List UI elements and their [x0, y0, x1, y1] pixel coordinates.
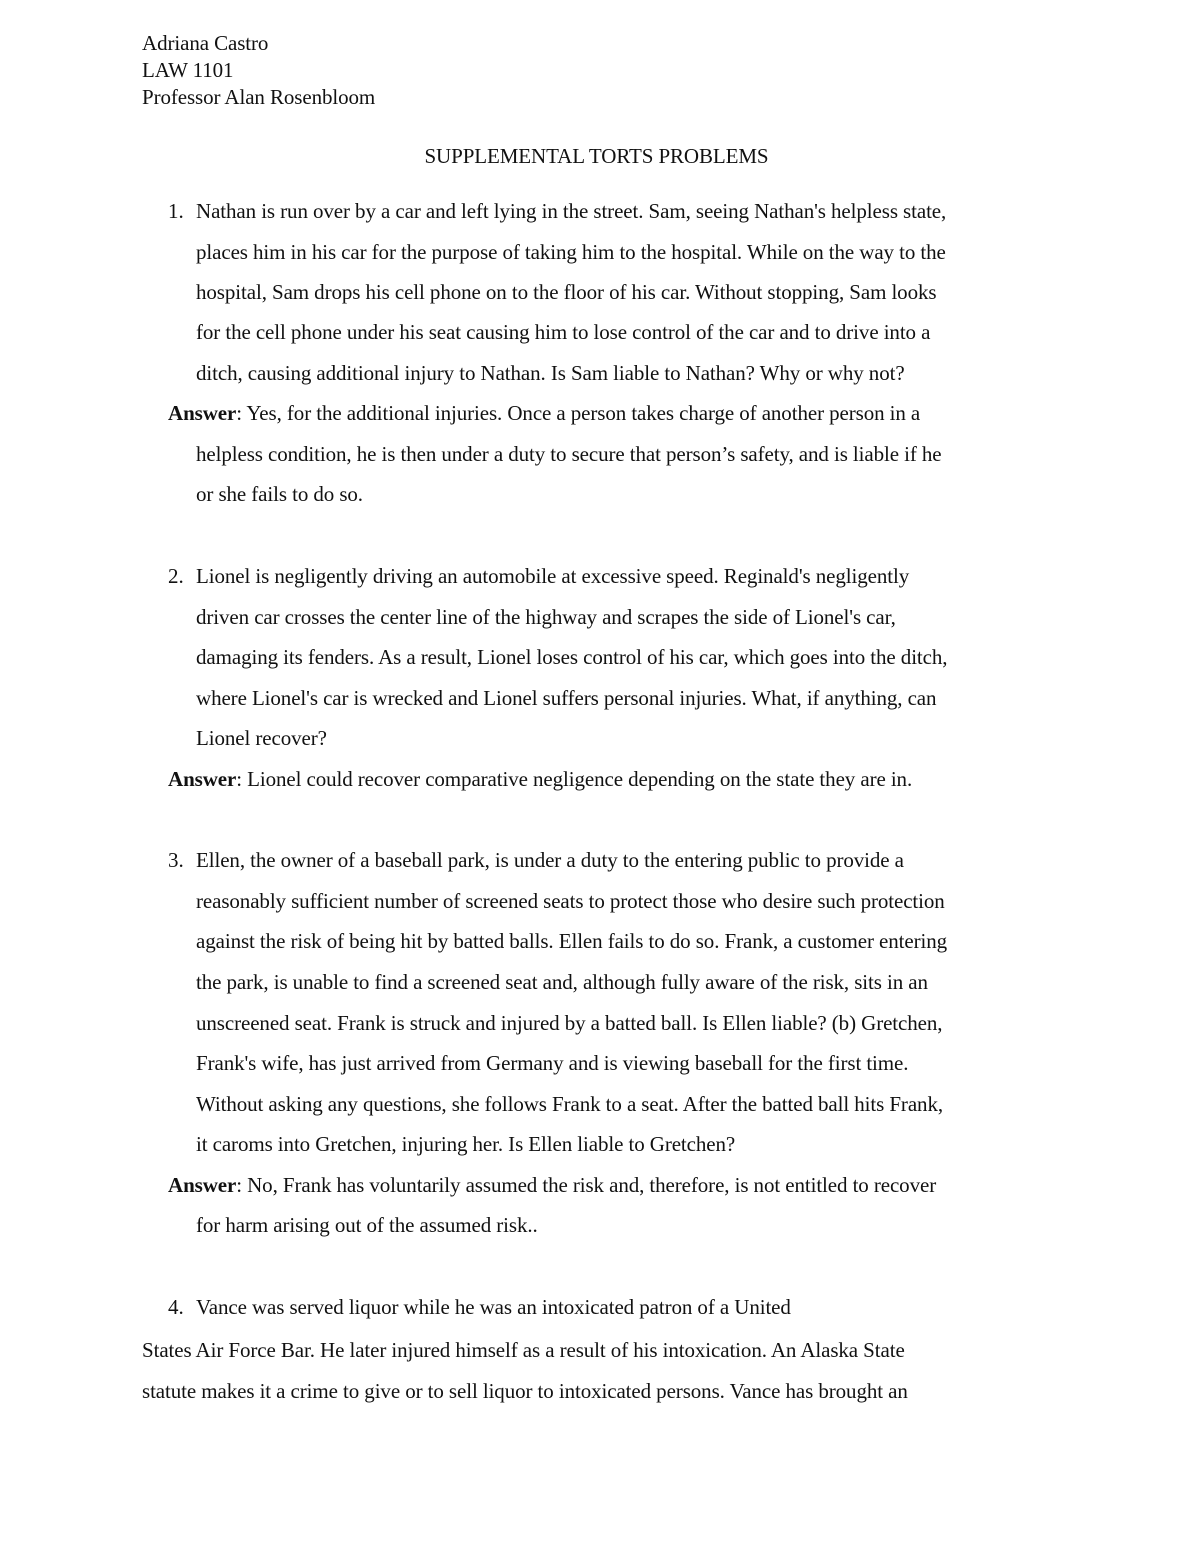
question-1-line-5: ditch, causing additional injury to Nathan. Is Sam liable to Nathan? Why or why not? — [196, 361, 905, 385]
question-1-line-2: places him in his car for the purpose of taking him to the hospital. While on the way to the — [196, 240, 946, 264]
question-3-line-2: reasonably sufficient number of screened seats to protect those who desire such protection — [196, 889, 945, 913]
question-2-line-1: Lionel is negligently driving an automobile at excessive speed. Reginald's negligently — [196, 564, 910, 588]
answer-3-line-2: for harm arising out of the assumed risk.. — [196, 1213, 538, 1237]
answer-1-line-3: or she fails to do so. — [196, 482, 363, 506]
question-3-line-7: Without asking any questions, she follows Frank to a seat. After the batted ball hits Frank, — [196, 1092, 943, 1116]
question-1-line-4: for the cell phone under his seat causing him to lose control of the car and to drive into a — [196, 320, 931, 344]
question-2-number: 2. — [168, 564, 184, 588]
answer-1-label: Answer — [168, 401, 237, 425]
question-3-line-6: Frank's wife, has just arrived from Germany and is viewing baseball for the first time. — [196, 1051, 909, 1075]
answer-3-label: Answer — [168, 1173, 237, 1197]
question-3-number: 3. — [168, 848, 184, 872]
question-2-line-3: damaging its fenders. As a result, Lionel loses control of his car, which goes into the ditch, — [196, 645, 948, 669]
document-title: SUPPLEMENTAL TORTS PROBLEMS — [424, 144, 769, 168]
answer-2-label: Answer — [168, 767, 237, 791]
question-4-line-1: Vance was served liquor while he was an intoxicated patron of a United — [196, 1295, 791, 1319]
question-1-number: 1. — [168, 199, 184, 223]
professor-name: Professor Alan Rosenbloom — [142, 85, 376, 109]
course-code: LAW 1101 — [142, 58, 234, 82]
answer-3-line-1: Answer: No, Frank has voluntarily assumed the risk and, therefore, is not entitled to recover — [168, 1173, 937, 1197]
question-2-line-2: driven car crosses the center line of the highway and scrapes the side of Lionel's car, — [196, 605, 896, 629]
question-4-number: 4. — [168, 1295, 184, 1319]
question-3-line-3: against the risk of being hit by batted balls. Ellen fails to do so. Frank, a customer entering — [196, 929, 948, 953]
question-3-line-5: unscreened seat. Frank is struck and injured by a batted ball. Is Ellen liable? (b) Gretchen, — [196, 1011, 943, 1035]
question-1-line-1: Nathan is run over by a car and left lying in the street. Sam, seeing Nathan's helpless state, — [196, 199, 947, 223]
question-4-line-3: statute makes it a crime to give or to sell liquor to intoxicated persons. Vance has brought an — [142, 1379, 908, 1403]
question-2-line-5: Lionel recover? — [196, 726, 327, 750]
question-3-line-1: Ellen, the owner of a baseball park, is under a duty to the entering public to provide a — [196, 848, 904, 872]
question-1-line-3: hospital, Sam drops his cell phone on to the floor of his car. Without stopping, Sam looks — [196, 280, 937, 304]
answer-2-line-1: Answer: Lionel could recover comparative negligence depending on the state they are in. — [168, 767, 913, 791]
question-4-line-2: States Air Force Bar. He later injured himself as a result of his intoxication. An Alaska State — [142, 1338, 905, 1362]
question-3-line-8: it caroms into Gretchen, injuring her. Is Ellen liable to Gretchen? — [196, 1132, 736, 1156]
question-3-line-4: the park, is unable to find a screened seat and, although fully aware of the risk, sits in an — [196, 970, 928, 994]
answer-1-line-2: helpless condition, he is then under a duty to secure that person’s safety, and is liable if he — [196, 442, 942, 466]
question-2-line-4: where Lionel's car is wrecked and Lionel suffers personal injuries. What, if anything, can — [196, 686, 937, 710]
student-name: Adriana Castro — [142, 31, 269, 55]
answer-1-line-1: Answer: Yes, for the additional injuries. Once a person takes charge of another person in a — [168, 401, 921, 425]
